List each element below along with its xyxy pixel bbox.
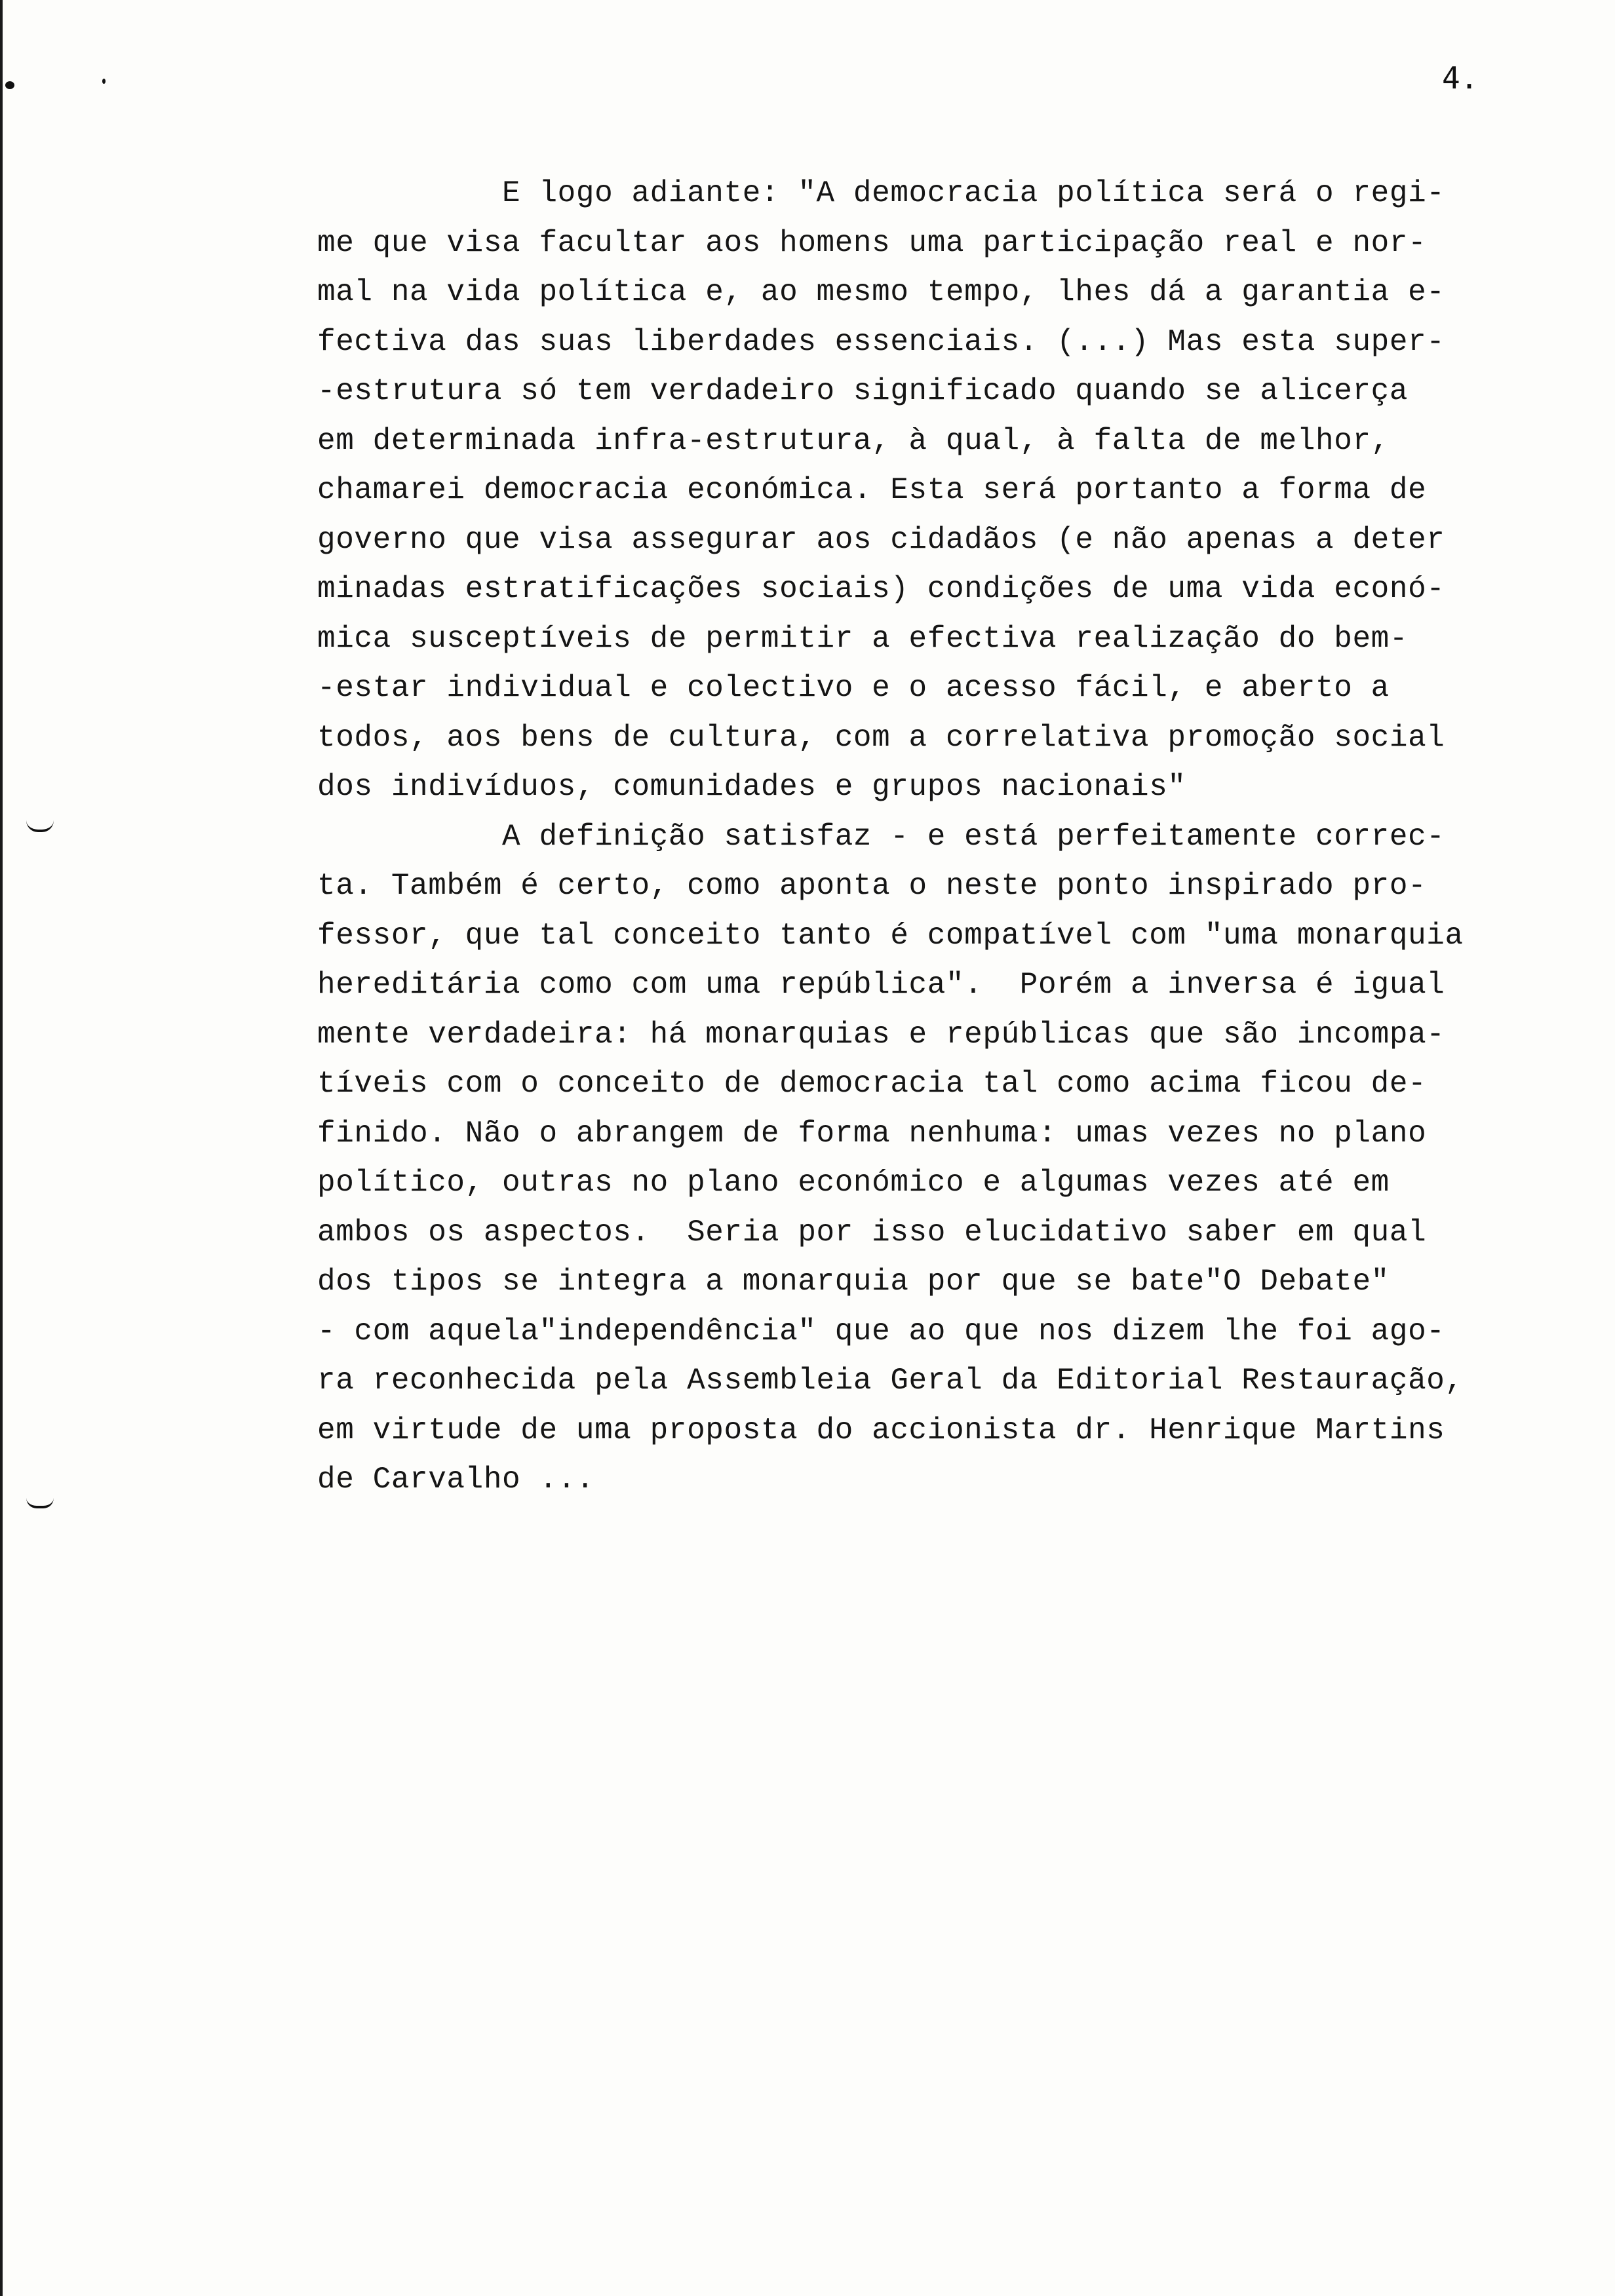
text-line: -estar individual e colectivo e o acesso fácil, e aberto a xyxy=(317,671,1390,705)
ink-speck xyxy=(102,79,106,84)
scan-left-edge xyxy=(0,0,3,2296)
text-line: finido. Não o abrangem de forma nenhuma: umas vezes no plano xyxy=(317,1116,1427,1151)
text-line: em determinada infra-estrutura, à qual, à falta de melhor, xyxy=(317,423,1390,458)
text-line: hereditária como com uma república". Porém a inversa é igual xyxy=(317,968,1445,1002)
text-line: - com aquela"independência" que ao que nos dizem lhe foi ago- xyxy=(317,1314,1445,1349)
text-line: mica susceptíveis de permitir a efectiva realização do bem- xyxy=(317,621,1409,656)
margin-mark xyxy=(26,820,54,832)
text-line: de Carvalho ... xyxy=(317,1463,595,1497)
ink-blot xyxy=(5,81,14,89)
text-line: tíveis com o conceito de democracia tal como acima ficou de- xyxy=(317,1067,1427,1101)
text-line: A definição satisfaz - e está perfeitamente correc- xyxy=(317,819,1445,854)
margin-mark xyxy=(26,1498,54,1508)
text-line: todos, aos bens de cultura, com a correlativa promoção social xyxy=(317,720,1445,755)
text-line: me que visa facultar aos homens uma participação real e nor- xyxy=(317,225,1427,260)
text-line: dos tipos se integra a monarquia por que se bate"O Debate" xyxy=(317,1265,1390,1299)
text-line: mal na vida política e, ao mesmo tempo, lhes dá a garantia e- xyxy=(317,275,1445,309)
text-line: governo que visa assegurar aos cidadãos (e não apenas a deter xyxy=(317,522,1445,557)
text-line: em virtude de uma proposta do accionista dr. Henrique Martins xyxy=(317,1413,1445,1447)
typed-text-body xyxy=(317,169,1576,1505)
text-line: fectiva das suas liberdades essenciais. (...) Mas esta super- xyxy=(317,324,1445,359)
text-line: -estrutura só tem verdadeiro significado quando se alicerça xyxy=(317,374,1409,408)
text-line: E logo adiante: "A democracia política será o regi- xyxy=(317,176,1445,210)
text-line: dos indivíduos, comunidades e grupos nacionais" xyxy=(317,770,1186,804)
text-line: ta. Também é certo, como aponta o neste ponto inspirado pro- xyxy=(317,869,1427,903)
text-line: político, outras no plano económico e algumas vezes até em xyxy=(317,1166,1390,1200)
text-line: chamarei democracia económica. Esta será portanto a forma de xyxy=(317,473,1427,507)
text-line: ra reconhecida pela Assembleia Geral da Editorial Restauração, xyxy=(317,1364,1464,1398)
page-number: 4. xyxy=(1442,60,1479,96)
text-line: ambos os aspectos. Seria por isso elucidativo saber em qual xyxy=(317,1215,1427,1250)
text-line: mente verdadeira: há monarquias e repúblicas que são incompa- xyxy=(317,1017,1445,1052)
text-line: fessor, que tal conceito tanto é compatível com "uma monarquia xyxy=(317,918,1464,953)
text-line: minadas estratificações sociais) condições de uma vida econó- xyxy=(317,572,1445,606)
